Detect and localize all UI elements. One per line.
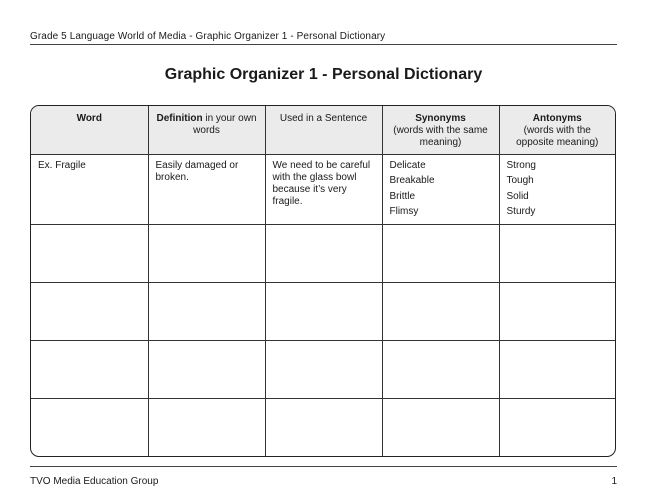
header-sentence	[265, 106, 382, 154]
blank-cell-word[interactable]	[31, 340, 148, 398]
antonym-item: Tough	[506, 175, 534, 186]
example-row	[31, 154, 615, 224]
header-synonyms	[382, 106, 499, 154]
header-definition-label: Definition	[156, 113, 203, 124]
blank-cell-antonyms[interactable]	[499, 224, 615, 282]
header-word-label: Word	[76, 113, 102, 124]
page-number: 1	[611, 476, 617, 487]
synonym-item: Flimsy	[389, 206, 419, 217]
footer-divider	[30, 466, 617, 467]
blank-row-3	[31, 340, 615, 398]
example-antonyms	[499, 154, 615, 224]
blank-cell-synonyms[interactable]	[382, 224, 499, 282]
blank-cell-synonyms[interactable]	[382, 340, 499, 398]
antonym-item: Solid	[506, 190, 529, 202]
antonym-item: Sturdy	[506, 206, 536, 217]
blank-cell-word[interactable]	[31, 282, 148, 340]
example-word: Ex. Fragile	[31, 154, 148, 224]
example-definition: Easily damaged or broken.	[148, 154, 265, 224]
blank-row-1	[31, 224, 615, 282]
synonym-item: Breakable	[389, 175, 435, 186]
footer-organization: TVO Media Education Group	[30, 476, 159, 487]
blank-cell-antonyms[interactable]	[499, 282, 615, 340]
header-definition-note: in your own words	[193, 113, 257, 136]
header-sentence-label: Used in a Sentence	[279, 113, 368, 124]
synonym-item: Brittle	[389, 190, 416, 202]
header-row	[31, 106, 615, 154]
header-antonyms-label: Antonyms	[532, 113, 582, 124]
blank-cell-word[interactable]	[31, 398, 148, 456]
header-word	[31, 106, 148, 154]
header-divider	[30, 44, 617, 45]
blank-cell-definition[interactable]	[148, 282, 265, 340]
blank-cell-word[interactable]	[31, 224, 148, 282]
example-synonyms	[382, 154, 499, 224]
blank-cell-synonyms[interactable]	[382, 282, 499, 340]
blank-cell-sentence[interactable]	[265, 282, 382, 340]
blank-row-2	[31, 282, 615, 340]
dictionary-table	[30, 105, 616, 457]
header-definition	[148, 106, 265, 154]
blank-cell-sentence[interactable]	[265, 224, 382, 282]
running-header: Grade 5 Language World of Media - Graphic Organizer 1 - Personal Dictionary	[30, 31, 386, 42]
blank-cell-definition[interactable]	[148, 340, 265, 398]
blank-cell-antonyms[interactable]	[499, 398, 615, 456]
header-synonyms-label: Synonyms	[415, 113, 466, 124]
synonym-item: Delicate	[389, 159, 426, 171]
header-antonyms	[499, 106, 615, 154]
example-sentence: We need to be careful with the glass bowl because it’s very fragile.	[265, 154, 382, 224]
antonym-item: Strong	[506, 159, 536, 171]
header-synonyms-note: (words with the same meaning)	[393, 125, 488, 148]
blank-row-4	[31, 398, 615, 456]
document-title: Graphic Organizer 1 - Personal Dictionary	[164, 66, 483, 83]
header-antonyms-note: (words with the opposite meaning)	[516, 125, 599, 148]
blank-cell-sentence[interactable]	[265, 398, 382, 456]
blank-cell-synonyms[interactable]	[382, 398, 499, 456]
blank-cell-definition[interactable]	[148, 224, 265, 282]
blank-cell-definition[interactable]	[148, 398, 265, 456]
blank-cell-antonyms[interactable]	[499, 340, 615, 398]
blank-cell-sentence[interactable]	[265, 340, 382, 398]
